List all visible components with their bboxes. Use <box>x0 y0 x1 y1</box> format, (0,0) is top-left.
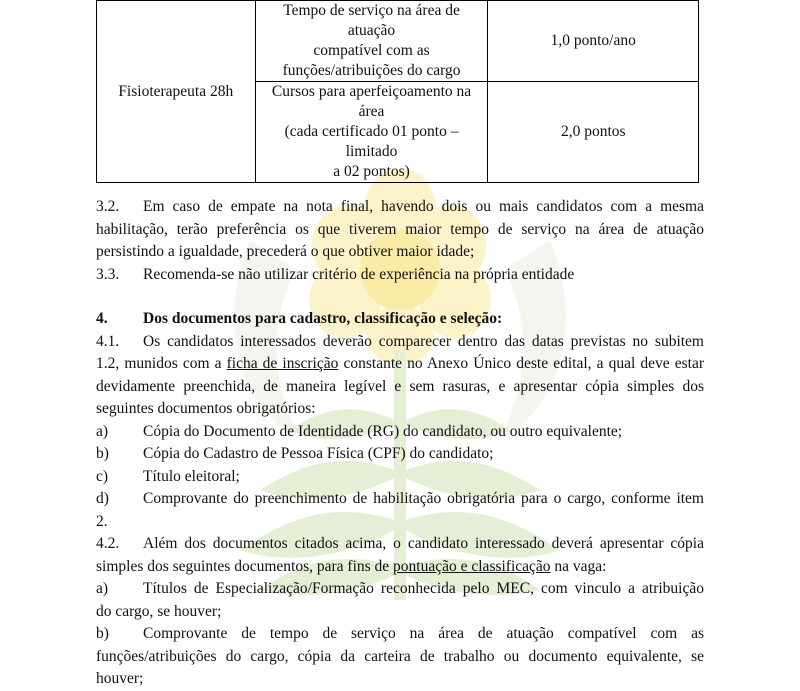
criterion-line: Tempo de serviço na área de atuação <box>283 2 460 39</box>
section-4-heading <box>96 308 704 331</box>
list-text-continuation: funções/atribuições do cargo, cópia da carteira de trabalho ou documento equivalente, se <box>96 647 704 665</box>
section-number: 4.2. <box>96 535 120 552</box>
list-marker: a) <box>96 580 109 597</box>
list-text: Cópia do Cadastro de Pessoa Física (CPF) do candidato; <box>143 445 494 462</box>
section-4-1 <box>96 331 706 421</box>
list-item <box>96 421 704 444</box>
list-text: Títulos de Especialização/Formação reconhecida pelo MEC, com vinculo a atribuição <box>143 580 704 597</box>
list-item <box>96 443 704 466</box>
section-number: 4. <box>96 310 108 327</box>
criterion-line: Cursos para aperfeiçoamento na área <box>271 83 472 120</box>
list-item <box>96 466 704 489</box>
paragraph-line <box>96 556 704 579</box>
section-3-3 <box>96 264 704 287</box>
list-marker: b) <box>96 625 109 642</box>
section-title: Dos documentos para cadastro, classificação e seleção: <box>143 310 503 327</box>
section-4-2 <box>96 533 706 578</box>
section-3-2 <box>96 196 706 264</box>
paragraph-line: seguintes documentos obrigatórios: <box>96 400 316 417</box>
list-text-continuation: do cargo, se houver; <box>96 602 222 620</box>
list-marker: b) <box>96 445 109 462</box>
document-list <box>96 421 706 534</box>
section-number: 3.2. <box>96 198 120 215</box>
list-text: Cópia do Documento de Identidade (RG) do candidato, ou outro equivalente; <box>143 422 623 440</box>
list-item <box>96 578 704 601</box>
criterion-line: a 02 pontos) <box>333 163 410 180</box>
list-text: Comprovante do preenchimento de habilitação obrigatória para o cargo, conforme item <box>143 490 704 507</box>
criterion-line: compatível com as <box>313 42 430 59</box>
table-role-cell: Fisioterapeuta 28h <box>97 1 256 183</box>
list-marker: a) <box>96 422 109 440</box>
list-text-continuation: houver; <box>96 670 144 687</box>
text-run: constante no Anexo Único deste edital, a qual deve estar <box>338 355 704 372</box>
paragraph-line: Em caso de empate na nota final, havendo dois ou mais candidatos com a mesma <box>143 198 704 215</box>
scoring-documents-list <box>96 578 706 691</box>
paragraph-line: devidamente preenchida, de maneira legível e sem rasuras, e apresentar cópia simples dos <box>96 377 704 395</box>
section-number: 4.1. <box>96 332 120 350</box>
text-run: na vaga: <box>550 557 607 575</box>
table-points-cell: 2,0 pontos <box>488 82 699 183</box>
underlined-text: pontuação e classificação <box>393 557 551 575</box>
section-number: 3.3. <box>96 265 120 283</box>
list-text-continuation: 2. <box>96 512 108 530</box>
paragraph-line: Os candidatos interessados deverão comparecer dentro das datas previstas no subitem <box>143 332 704 350</box>
text-run: 1.2, munidos com a <box>96 355 227 372</box>
underlined-text: ficha de inscrição <box>226 355 339 372</box>
score-table <box>96 0 699 183</box>
table-criterion-cell <box>255 1 488 82</box>
document-page <box>96 0 706 691</box>
criterion-line: funções/atribuições do cargo <box>282 62 461 79</box>
paragraph-line <box>96 353 704 376</box>
text-run: simples dos seguintes documentos, para fins de <box>96 557 394 575</box>
paragraph-line: persistindo a igualdade, precederá o que obtiver maior idade; <box>96 243 475 260</box>
list-marker: c) <box>96 467 109 485</box>
list-item <box>96 623 704 646</box>
table-criterion-cell <box>255 82 488 183</box>
table-row <box>97 1 699 82</box>
paragraph-line: Além dos documentos citados acima, o candidato interessado deverá apresentar cópia <box>143 535 704 552</box>
paragraph-line: habilitação, terão preferência os que tiverem maior tempo de serviço na área de atuação <box>96 220 704 238</box>
paragraph-line: Recomenda-se não utilizar critério de experiência na própria entidade <box>143 265 575 283</box>
table-points-cell: 1,0 ponto/ano <box>488 1 699 82</box>
list-text: Comprovante de tempo de serviço na área de atuação compatível com as <box>143 625 704 642</box>
list-text: Título eleitoral; <box>143 467 240 485</box>
criterion-line: (cada certificado 01 ponto – limitado <box>284 123 459 160</box>
list-marker: d) <box>96 490 109 507</box>
list-item <box>96 488 704 511</box>
